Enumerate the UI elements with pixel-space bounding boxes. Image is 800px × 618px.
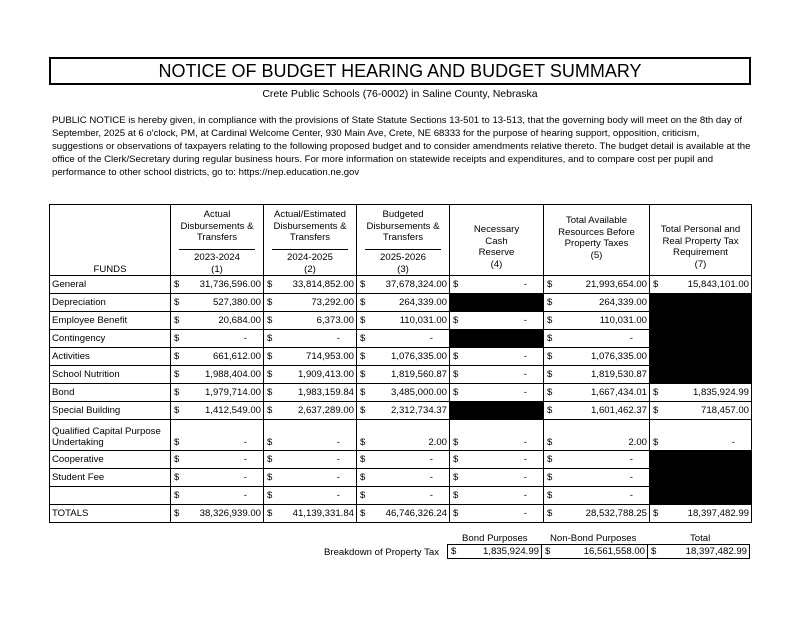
blacked-out-cell xyxy=(450,402,544,420)
amount-value: - xyxy=(523,490,527,501)
dollar-sign: $ xyxy=(453,351,459,362)
amount-value: 110,031.00 xyxy=(399,315,447,326)
amount-value: 73,292.00 xyxy=(311,297,354,308)
amount-value: 1,667,434.01 xyxy=(590,387,647,398)
amount-cell-c1 xyxy=(171,330,264,348)
amount-value: 1,979,714.00 xyxy=(204,387,261,398)
dollar-sign: $ xyxy=(174,315,180,326)
amount-cell-c1 xyxy=(171,384,264,402)
dollar-sign: $ xyxy=(360,454,366,465)
col5-number: (5) xyxy=(590,249,603,261)
dollar-sign: $ xyxy=(267,351,273,362)
dollar-sign: $ xyxy=(267,315,273,326)
nonbond-amount-cell xyxy=(542,545,648,559)
funds-header: FUNDS xyxy=(50,205,171,276)
amount-value: - xyxy=(523,279,527,290)
amount-value: - xyxy=(243,472,247,483)
dollar-sign: $ xyxy=(547,437,553,448)
amount-value: - xyxy=(336,490,340,501)
amount-cell-c3 xyxy=(357,469,450,487)
dollar-sign: $ xyxy=(547,387,553,398)
amount-value: 15,843,101.00 xyxy=(687,279,749,290)
table-row xyxy=(50,348,752,366)
amount-value: 1,988,404.00 xyxy=(204,369,261,380)
amount-value: 3,485,000.00 xyxy=(390,387,447,398)
amount-cell-c4 xyxy=(450,312,544,330)
dollar-sign: $ xyxy=(360,490,366,501)
dollar-sign: $ xyxy=(547,279,553,290)
amount-value: - xyxy=(429,490,433,501)
dollar-sign: $ xyxy=(174,437,180,448)
amount-value: - xyxy=(523,437,527,448)
bond-purposes-header: Bond Purposes xyxy=(462,533,528,544)
table-row xyxy=(50,330,752,348)
amount-cell-c1 xyxy=(171,348,264,366)
blacked-out-cell xyxy=(450,294,544,312)
amount-value: - xyxy=(523,351,527,362)
amount-value: - xyxy=(243,437,247,448)
public-notice-text: PUBLIC NOTICE is hereby given, in compliance with the provisions of State Statute Sections 13-501 to 13-513, that the governing body will meet on the 8th day of September, 2025 at 6 o'clock, PM, at Cardinal Welcome Center, 930 Main Ave, Crete, NE 68333 for the purpose of hearing support, opposition, criticism, suggestions or observations of taxpayers relating to the following proposed budget and to consider amendments relative thereto. The budget detail is available at the office of the Clerk/Secretary during regular business hours. For more information on statewide receipts and expenditures, and to compare cost per pupil and performance to other school districts, go to: https://nep.education.ne.gov xyxy=(52,115,751,178)
col3-title: Budgeted Disbursements & Transfers xyxy=(357,205,450,244)
dollar-sign: $ xyxy=(267,333,273,344)
amount-cell-c5 xyxy=(544,366,650,384)
fund-name: Cooperative xyxy=(50,451,171,469)
dollar-sign: $ xyxy=(453,369,459,380)
fund-name: School Nutrition xyxy=(50,366,171,384)
amount-cell-c5 xyxy=(544,402,650,420)
dollar-sign: $ xyxy=(360,437,366,448)
dollar-sign: $ xyxy=(360,508,366,519)
amount-value: 714,953.00 xyxy=(305,351,354,362)
amount-value: 18,397,482.99 xyxy=(687,508,749,519)
amount-cell-c3 xyxy=(357,487,450,505)
col1-title: Actual Disbursements & Transfers xyxy=(171,205,264,244)
table-row xyxy=(50,312,752,330)
blacked-out-cell xyxy=(650,366,752,384)
amount-cell-c4 xyxy=(450,469,544,487)
table-row xyxy=(50,366,752,384)
table-row xyxy=(50,469,752,487)
amount-value: - xyxy=(243,490,247,501)
amount-cell-c3 xyxy=(357,402,450,420)
dollar-sign: $ xyxy=(267,472,273,483)
col6-header xyxy=(650,205,752,276)
amount-value: - xyxy=(336,333,340,344)
amount-cell-c3 xyxy=(357,276,450,294)
amount-value: 2.00 xyxy=(428,437,447,448)
amount-cell-c1 xyxy=(171,402,264,420)
table-row xyxy=(50,487,752,505)
amount-cell-c2 xyxy=(264,294,357,312)
dollar-sign: $ xyxy=(453,387,459,398)
dollar-sign: $ xyxy=(653,437,659,448)
amount-value: 1,819,560.87 xyxy=(390,369,447,380)
amount-cell-c5 xyxy=(544,487,650,505)
col3-year: 2025-2026 xyxy=(365,249,441,264)
col2-title: Actual/Estimated Disbursements & Transfers xyxy=(264,205,357,244)
dollar-sign: $ xyxy=(174,472,180,483)
table-row xyxy=(50,420,752,451)
col1-year: 2023-2024 xyxy=(179,249,255,264)
amount-cell-c3 xyxy=(357,312,450,330)
dollar-sign: $ xyxy=(453,315,459,326)
dollar-sign: $ xyxy=(267,279,273,290)
amount-cell-c2 xyxy=(264,366,357,384)
fund-name xyxy=(50,487,171,505)
amount-value: 28,532,788.25 xyxy=(585,508,647,519)
amount-cell-c6 xyxy=(650,402,752,420)
amount-value: - xyxy=(523,472,527,483)
dollar-sign: $ xyxy=(453,490,459,501)
dollar-sign: $ xyxy=(547,490,553,501)
dollar-sign: $ xyxy=(547,472,553,483)
dollar-sign: $ xyxy=(547,508,553,519)
col2-year: 2024-2025 xyxy=(272,249,348,264)
amount-value: 1,076,335.00 xyxy=(590,351,647,362)
dollar-sign: $ xyxy=(360,472,366,483)
dollar-sign: $ xyxy=(267,508,273,519)
fund-name: Bond xyxy=(50,384,171,402)
amount-cell-c5 xyxy=(544,384,650,402)
col6-title: Total Personal and Real Property Tax Requirement xyxy=(660,224,741,258)
amount-cell-c2 xyxy=(264,420,357,451)
dollar-sign: $ xyxy=(267,297,273,308)
col3-year-cell xyxy=(357,244,450,276)
dollar-sign: $ xyxy=(453,279,459,290)
amount-value: 661,612.00 xyxy=(212,351,261,362)
blacked-out-cell xyxy=(650,312,752,330)
col1-number: (1) xyxy=(211,263,223,275)
amount-cell-c4 xyxy=(450,505,544,523)
amount-value: 1,412,549.00 xyxy=(204,405,261,416)
amount-cell-c2 xyxy=(264,312,357,330)
dollar-sign: $ xyxy=(267,454,273,465)
dollar-sign: $ xyxy=(545,546,551,557)
amount-cell-c1 xyxy=(171,420,264,451)
amount-cell-c5 xyxy=(544,451,650,469)
amount-cell-c5 xyxy=(544,276,650,294)
amount-cell-c3 xyxy=(357,294,450,312)
col1-year-cell xyxy=(171,244,264,276)
col2-number: (2) xyxy=(304,263,316,275)
amount-value: 6,373.00 xyxy=(316,315,354,326)
amount-cell-c2 xyxy=(264,384,357,402)
col4-header xyxy=(450,205,544,276)
dollar-sign: $ xyxy=(174,351,180,362)
dollar-sign: $ xyxy=(267,387,273,398)
amount-cell-c5 xyxy=(544,294,650,312)
amount-cell-c4 xyxy=(450,451,544,469)
amount-cell-c5 xyxy=(544,312,650,330)
dollar-sign: $ xyxy=(360,279,366,290)
district-subtitle: Crete Public Schools (76-0002) in Saline County, Nebraska xyxy=(262,88,538,100)
amount-value: - xyxy=(523,387,527,398)
dollar-sign: $ xyxy=(174,454,180,465)
amount-cell-c3 xyxy=(357,330,450,348)
dollar-sign: $ xyxy=(547,297,553,308)
fund-name: General xyxy=(50,276,171,294)
amount-cell-c4 xyxy=(450,420,544,451)
amount-cell-c2 xyxy=(264,505,357,523)
dollar-sign: $ xyxy=(453,508,459,519)
blacked-out-cell xyxy=(650,451,752,469)
blacked-out-cell xyxy=(450,330,544,348)
amount-value: - xyxy=(629,333,633,344)
dollar-sign: $ xyxy=(360,351,366,362)
breakdown-label: Breakdown of Property Tax xyxy=(324,547,440,558)
amount-value: 1,076,335.00 xyxy=(390,351,447,362)
amount-value: 110,031.00 xyxy=(599,315,647,326)
amount-value: - xyxy=(629,472,633,483)
bond-amount-cell xyxy=(448,545,542,559)
amount-cell-c2 xyxy=(264,487,357,505)
col4-title: Necessary Cash Reserve xyxy=(473,224,520,258)
blacked-out-cell xyxy=(650,330,752,348)
table-row xyxy=(50,276,752,294)
total-header: Total xyxy=(690,533,711,544)
dollar-sign: $ xyxy=(267,437,273,448)
amount-value: - xyxy=(243,454,247,465)
amount-value: 38,326,939.00 xyxy=(199,508,261,519)
amount-value: - xyxy=(523,508,527,519)
dollar-sign: $ xyxy=(547,351,553,362)
amount-cell-c4 xyxy=(450,348,544,366)
amount-cell-c2 xyxy=(264,402,357,420)
non-bond-purposes-header: Non-Bond Purposes xyxy=(550,533,637,544)
totals-row xyxy=(50,505,752,523)
dollar-sign: $ xyxy=(267,490,273,501)
dollar-sign: $ xyxy=(651,546,657,557)
amount-cell-c6 xyxy=(650,505,752,523)
amount-value: 1,819,530.87 xyxy=(590,369,647,380)
amount-cell-c5 xyxy=(544,330,650,348)
amount-cell-c4 xyxy=(450,276,544,294)
amount-cell-c1 xyxy=(171,366,264,384)
fund-name: TOTALS xyxy=(50,505,171,523)
dollar-sign: $ xyxy=(453,454,459,465)
amount-cell-c3 xyxy=(357,420,450,451)
amount-cell-c5 xyxy=(544,420,650,451)
blacked-out-cell xyxy=(650,294,752,312)
table-row xyxy=(50,294,752,312)
amount-value: 264,339.00 xyxy=(398,297,447,308)
dollar-sign: $ xyxy=(360,369,366,380)
amount-cell-c3 xyxy=(357,348,450,366)
dollar-sign: $ xyxy=(267,369,273,380)
dollar-sign: $ xyxy=(653,279,659,290)
amount-cell-c2 xyxy=(264,330,357,348)
amount-value: - xyxy=(336,437,340,448)
dollar-sign: $ xyxy=(174,333,180,344)
amount-cell-c6 xyxy=(650,420,752,451)
dollar-sign: $ xyxy=(547,454,553,465)
total-amount-cell xyxy=(648,545,750,559)
dollar-sign: $ xyxy=(360,315,366,326)
dollar-sign: $ xyxy=(174,279,180,290)
amount-cell-c5 xyxy=(544,348,650,366)
amount-cell-c5 xyxy=(544,469,650,487)
fund-name: Employee Benefit xyxy=(50,312,171,330)
blacked-out-cell xyxy=(650,487,752,505)
nonbond-amount: 16,561,558.00 xyxy=(583,546,645,557)
dollar-sign: $ xyxy=(360,297,366,308)
table-row xyxy=(50,384,752,402)
amount-value: 37,678,324.00 xyxy=(385,279,447,290)
amount-value: - xyxy=(731,437,735,448)
amount-value: - xyxy=(429,472,433,483)
fund-name: Qualified Capital Purpose Undertaking xyxy=(50,420,171,451)
dollar-sign: $ xyxy=(653,405,659,416)
dollar-sign: $ xyxy=(174,387,180,398)
amount-value: 1,983,159.84 xyxy=(297,387,354,398)
amount-value: 1,601,462.37 xyxy=(590,405,647,416)
dollar-sign: $ xyxy=(653,387,659,398)
amount-cell-c1 xyxy=(171,276,264,294)
fund-name: Activities xyxy=(50,348,171,366)
dollar-sign: $ xyxy=(453,472,459,483)
amount-value: - xyxy=(336,472,340,483)
dollar-sign: $ xyxy=(547,369,553,380)
col5-title: Total Available Resources Before Property Taxes xyxy=(558,215,635,249)
dollar-sign: $ xyxy=(174,490,180,501)
dollar-sign: $ xyxy=(360,387,366,398)
dollar-sign: $ xyxy=(547,405,553,416)
amount-cell-c2 xyxy=(264,451,357,469)
amount-cell-c6 xyxy=(650,384,752,402)
amount-value: 33,814,852.00 xyxy=(292,279,354,290)
amount-cell-c2 xyxy=(264,276,357,294)
dollar-sign: $ xyxy=(360,405,366,416)
amount-cell-c1 xyxy=(171,451,264,469)
amount-cell-c1 xyxy=(171,294,264,312)
property-tax-breakdown xyxy=(447,544,750,559)
amount-cell-c4 xyxy=(450,487,544,505)
dollar-sign: $ xyxy=(453,437,459,448)
amount-cell-c6 xyxy=(650,276,752,294)
col5-header xyxy=(544,205,650,276)
amount-value: 1,909,413.00 xyxy=(297,369,354,380)
amount-cell-c5 xyxy=(544,505,650,523)
dollar-sign: $ xyxy=(174,405,180,416)
amount-cell-c3 xyxy=(357,384,450,402)
amount-value: 21,993,654.00 xyxy=(585,279,647,290)
amount-value: 20,684.00 xyxy=(218,315,261,326)
amount-value: - xyxy=(523,369,527,380)
amount-value: - xyxy=(243,333,247,344)
dollar-sign: $ xyxy=(653,508,659,519)
blacked-out-cell xyxy=(650,348,752,366)
amount-value: 46,746,326.24 xyxy=(385,508,447,519)
amount-cell-c3 xyxy=(357,451,450,469)
dollar-sign: $ xyxy=(267,405,273,416)
fund-name: Contingency xyxy=(50,330,171,348)
amount-value: 2,637,289.00 xyxy=(297,405,354,416)
dollar-sign: $ xyxy=(547,315,553,326)
col4-number: (4) xyxy=(490,258,503,270)
amount-value: 41,139,331.84 xyxy=(292,508,354,519)
amount-cell-c1 xyxy=(171,312,264,330)
amount-cell-c1 xyxy=(171,469,264,487)
amount-cell-c4 xyxy=(450,384,544,402)
page-title: NOTICE OF BUDGET HEARING AND BUDGET SUMMARY xyxy=(49,57,751,85)
amount-value: 2,312,734.37 xyxy=(390,405,447,416)
fund-rows xyxy=(50,276,752,523)
amount-value: - xyxy=(429,333,433,344)
table-row xyxy=(50,402,752,420)
amount-value: - xyxy=(629,490,633,501)
amount-value: - xyxy=(429,454,433,465)
amount-value: 527,380.00 xyxy=(212,297,261,308)
dollar-sign: $ xyxy=(451,546,457,557)
amount-value: 1,835,924.99 xyxy=(692,387,749,398)
amount-cell-c2 xyxy=(264,348,357,366)
fund-name: Depreciation xyxy=(50,294,171,312)
col3-number: (3) xyxy=(397,263,409,275)
col2-year-cell xyxy=(264,244,357,276)
amount-value: - xyxy=(523,454,527,465)
dollar-sign: $ xyxy=(174,369,180,380)
amount-value: 264,339.00 xyxy=(598,297,647,308)
fund-name: Student Fee xyxy=(50,469,171,487)
amount-cell-c3 xyxy=(357,366,450,384)
table-row xyxy=(50,451,752,469)
budget-summary-table xyxy=(49,204,752,523)
dollar-sign: $ xyxy=(174,297,180,308)
dollar-sign: $ xyxy=(174,508,180,519)
dollar-sign: $ xyxy=(360,333,366,344)
amount-value: - xyxy=(523,315,527,326)
amount-value: 2.00 xyxy=(628,437,647,448)
col6-number: (7) xyxy=(694,258,707,270)
amount-cell-c2 xyxy=(264,469,357,487)
amount-cell-c1 xyxy=(171,487,264,505)
amount-value: - xyxy=(629,454,633,465)
amount-value: - xyxy=(336,454,340,465)
total-amount: 18,397,482.99 xyxy=(685,546,747,557)
dollar-sign: $ xyxy=(547,333,553,344)
bond-amount: 1,835,924.99 xyxy=(482,546,539,557)
amount-cell-c4 xyxy=(450,366,544,384)
amount-cell-c3 xyxy=(357,505,450,523)
amount-cell-c1 xyxy=(171,505,264,523)
fund-name: Special Building xyxy=(50,402,171,420)
amount-value: 718,457.00 xyxy=(700,405,749,416)
blacked-out-cell xyxy=(650,469,752,487)
amount-value: 31,736,596.00 xyxy=(199,279,261,290)
